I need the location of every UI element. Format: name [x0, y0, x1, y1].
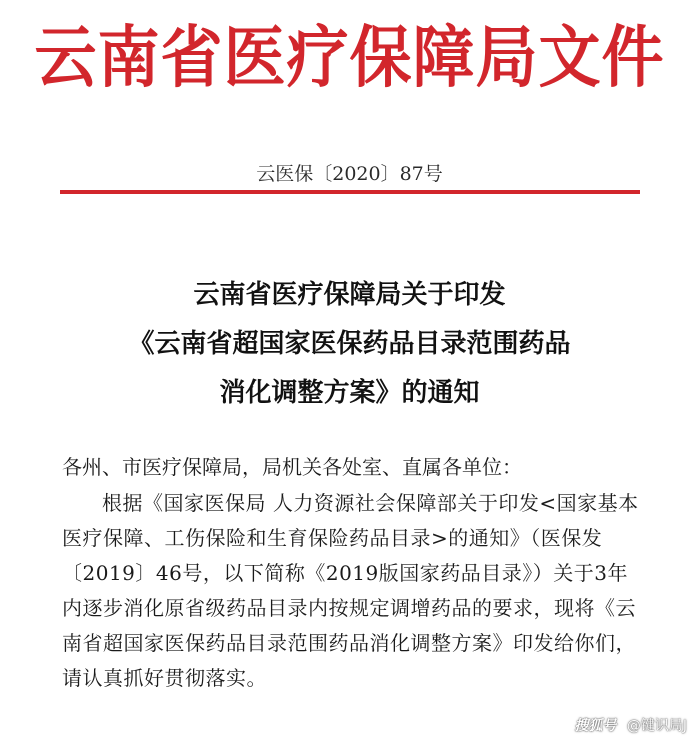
body-line-6: 请认真抓好贯彻落实。: [62, 666, 267, 690]
salutation: 各州、市医疗保障局，局机关各处室、直属各单位：: [62, 455, 522, 479]
body-line-5: 南省超国家医保药品目录范围药品消化调整方案》印发给你们，: [62, 631, 636, 655]
watermark-author: @键识局J: [626, 718, 687, 734]
notice-title-line-3: 消化调整方案》的通知: [219, 378, 480, 408]
notice-title: [0, 271, 699, 418]
watermark-brand: 搜狐号: [574, 718, 617, 734]
body-paragraph: [62, 486, 640, 696]
document-number: 云医保〔2020〕87号: [256, 163, 443, 185]
body-line-4: 内逐步消化原省级药品目录内按规定调增药品的要求，现将《云: [62, 596, 636, 620]
notice-title-line-1: 云南省医疗保障局关于印发: [193, 280, 506, 310]
body-line-2: 医疗保障、工伤保险和生育保险药品目录>的通知》（医保发: [62, 526, 603, 550]
watermark: [574, 717, 687, 735]
body-line-3: 〔2019〕46号，以下简称《2019版国家药品目录》）关于3年: [62, 561, 628, 585]
notice-title-line-2: 《云南省超国家医保药品目录范围药品: [128, 329, 571, 359]
body-line-1: 根据《国家医保局 人力资源社会保障部关于印发<国家基本: [102, 491, 639, 515]
red-divider-line: [60, 190, 640, 194]
document-header-title: 云南省医疗保障局文件: [34, 18, 665, 97]
